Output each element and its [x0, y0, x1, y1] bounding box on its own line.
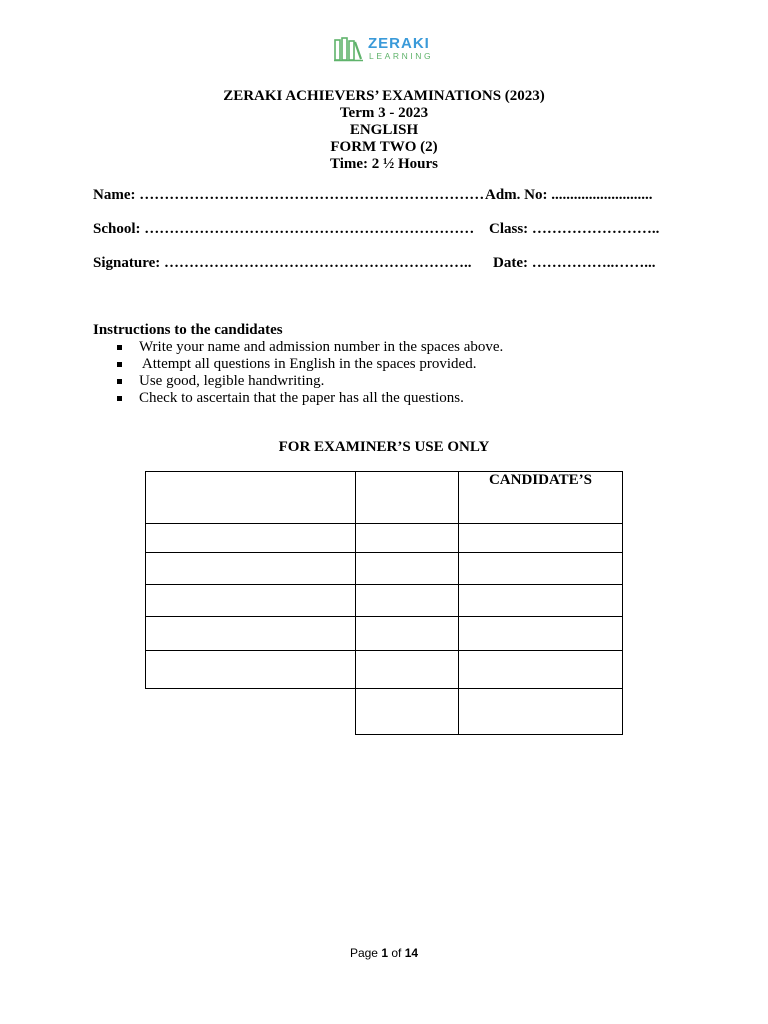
logo-tagline: LEARNING — [369, 51, 434, 61]
table-cell[interactable] — [355, 584, 459, 617]
page-label: Page — [349, 946, 382, 960]
table-cell[interactable] — [145, 616, 356, 651]
bullet-icon — [117, 379, 122, 384]
signature-field[interactable]: Signature: …………………………………………………….. — [93, 255, 472, 271]
page-of: of — [388, 946, 405, 960]
school-class-line — [93, 221, 660, 238]
exam-title: ZERAKI ACHIEVERS’ EXAMINATIONS (2023) — [223, 88, 545, 104]
table-header-cell — [355, 471, 459, 524]
date-field[interactable]: Date: ……………..……... — [493, 255, 656, 271]
list-item: Use good, legible handwriting. — [113, 373, 503, 390]
page-total: 14 — [404, 946, 419, 960]
exam-term: Term 3 - 2023 — [339, 105, 429, 121]
table-cell[interactable] — [355, 616, 459, 651]
name-adm-line — [93, 187, 653, 204]
bullet-icon — [117, 345, 122, 350]
table-cell[interactable] — [145, 523, 356, 553]
table-cell[interactable] — [355, 523, 459, 553]
name-field[interactable]: Name: …………………………………………………………… — [93, 187, 485, 203]
list-item: Check to ascertain that the paper has all the questions. — [113, 390, 503, 407]
books-icon — [334, 36, 364, 62]
exam-time: Time: 2 ½ Hours — [329, 156, 439, 172]
table-header-cell — [145, 471, 356, 524]
table-cell[interactable] — [355, 552, 459, 585]
zeraki-logo — [334, 34, 444, 64]
logo-brand: ZERAKI — [368, 35, 430, 52]
bullet-icon — [117, 396, 122, 401]
instructions-list — [113, 339, 503, 407]
school-field[interactable]: School: ………………………………………………………… — [93, 221, 475, 237]
adm-no-field[interactable]: Adm. No: ........................... — [485, 187, 653, 203]
signature-date-line — [93, 255, 656, 272]
candidates-score-header: CANDIDATE’S — [458, 471, 623, 524]
list-item: Write your name and admission number in the spaces above. — [113, 339, 503, 356]
total-cell[interactable] — [458, 688, 623, 735]
list-item: Attempt all questions in English in the spaces provided. — [113, 356, 503, 373]
bullet-icon — [117, 362, 122, 367]
exam-subject: ENGLISH — [349, 122, 419, 138]
table-cell[interactable] — [458, 650, 623, 689]
instructions-title: Instructions to the candidates — [93, 322, 283, 338]
table-cell[interactable] — [458, 616, 623, 651]
page-current: 1 — [381, 946, 388, 960]
total-cell[interactable] — [355, 688, 459, 735]
table-cell[interactable] — [145, 584, 356, 617]
page-footer — [0, 946, 768, 960]
table-cell[interactable] — [145, 650, 356, 689]
table-cell[interactable] — [458, 552, 623, 585]
examiner-section-title: FOR EXAMINER’S USE ONLY — [278, 439, 490, 455]
class-field[interactable]: Class: …………………….. — [489, 221, 660, 237]
table-cell[interactable] — [458, 584, 623, 617]
table-cell[interactable] — [355, 650, 459, 689]
table-cell[interactable] — [145, 552, 356, 585]
table-cell[interactable] — [458, 523, 623, 553]
exam-header — [0, 88, 768, 173]
exam-form: FORM TWO (2) — [330, 139, 438, 155]
